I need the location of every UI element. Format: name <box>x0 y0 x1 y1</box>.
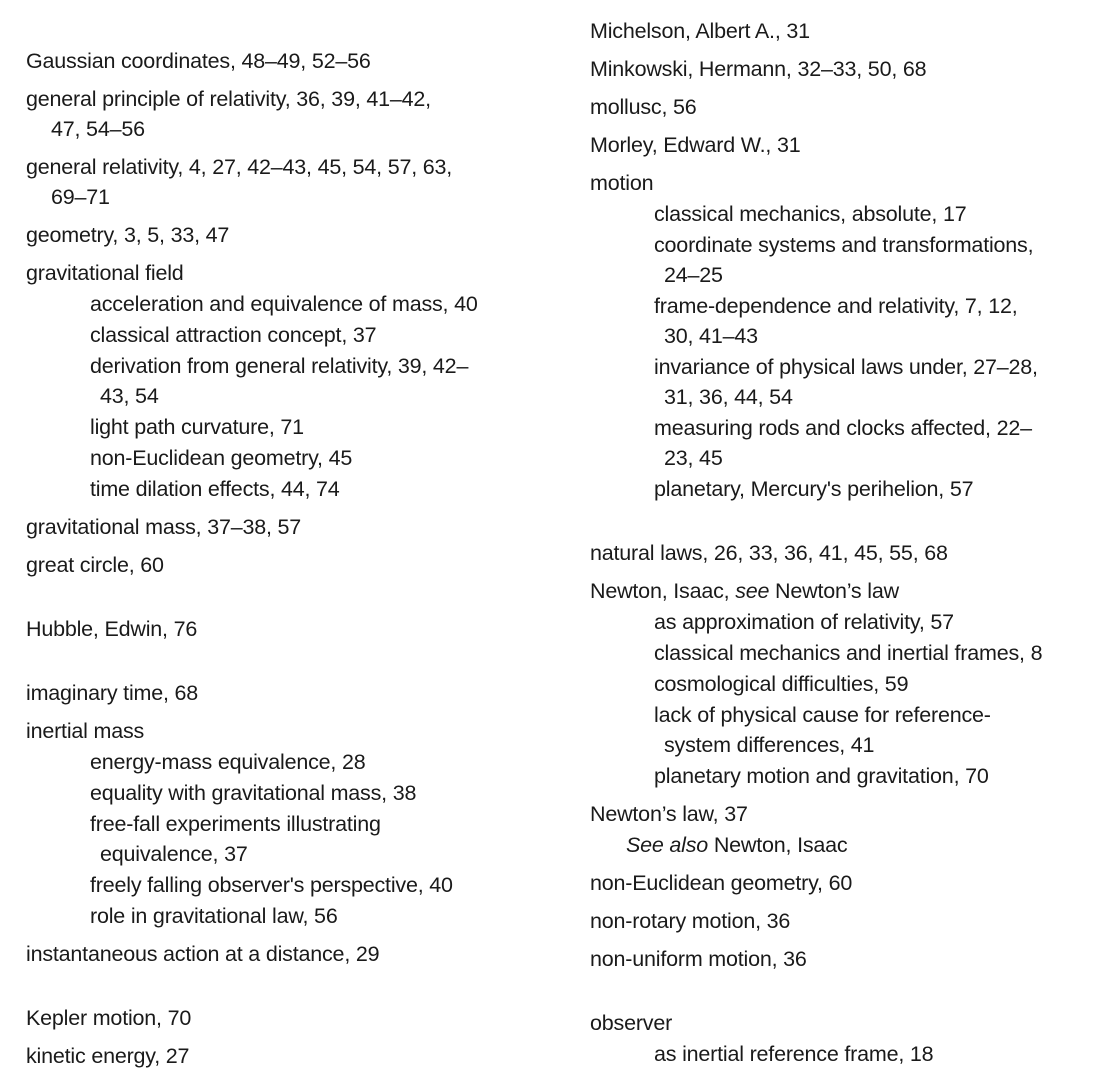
index-entry-line: gravitational mass, 37–38, 57 <box>26 515 302 539</box>
entry-text-segment: see <box>735 579 770 603</box>
index-entry-line: role in gravitational law, 56 <box>90 904 338 928</box>
index-entry-line: classical mechanics and inertial frames, 8 <box>654 641 1043 665</box>
index-entry-line: non-Euclidean geometry, 45 <box>90 446 353 470</box>
index-entry-line: freely falling observer's perspective, 40 <box>90 873 453 897</box>
index-entry-line: frame-dependence and relativity, 7, 12, <box>654 294 1018 318</box>
index-entry-line: great circle, 60 <box>26 553 164 577</box>
index-entry-line: general relativity, 4, 27, 42–43, 45, 54, 57, 63, <box>26 155 453 179</box>
index-entry-line: cosmological difficulties, 59 <box>654 672 909 696</box>
entry-text-segment: Newton’s law <box>769 579 899 603</box>
index-entry-line: equivalence, 37 <box>100 842 248 866</box>
index-entry-line: motion <box>590 171 654 195</box>
index-entry-line: lack of physical cause for reference- <box>654 703 991 727</box>
index-entry-line: geometry, 3, 5, 33, 47 <box>26 223 230 247</box>
index-entry-line: light path curvature, 71 <box>90 415 304 439</box>
index-entry-line: 47, 54–56 <box>51 117 145 141</box>
index-entry-line: Kepler motion, 70 <box>26 1006 192 1030</box>
index-entry-line: classical mechanics, absolute, 17 <box>654 202 967 226</box>
index-entry-line: classical attraction concept, 37 <box>90 323 377 347</box>
index-entry-line: non-Euclidean geometry, 60 <box>590 871 853 895</box>
index-entry-line: derivation from general relativity, 39, 42– <box>90 354 469 378</box>
index-entry-line: mollusc, 56 <box>590 95 697 119</box>
index-entry-line: as inertial reference frame, 18 <box>654 1042 934 1066</box>
index-entry-line: 23, 45 <box>664 446 723 470</box>
index-entry-line: gravitational field <box>26 261 184 285</box>
group-gap <box>590 504 1116 530</box>
index-entry-line: time dilation effects, 44, 74 <box>90 477 340 501</box>
index-entry-line: Minkowski, Hermann, 32–33, 50, 68 <box>590 57 927 81</box>
index-entry-line: 43, 54 <box>100 384 159 408</box>
index-entry-line: general principle of relativity, 36, 39, 41–42, <box>26 87 431 111</box>
index-entry-line: natural laws, 26, 33, 36, 41, 45, 55, 68 <box>590 541 948 565</box>
index-entry-line: instantaneous action at a distance, 29 <box>26 942 380 966</box>
index-entry-line: non-uniform motion, 36 <box>590 947 807 971</box>
index-entry-line: as approximation of relativity, 57 <box>654 610 954 634</box>
index-entry-line: 30, 41–43 <box>664 324 758 348</box>
index-entry-line: inertial mass <box>26 719 145 743</box>
group-gap <box>26 580 566 606</box>
index-entry-line: Gaussian coordinates, 48–49, 52–56 <box>26 49 371 73</box>
index-entry-line: energy-mass equivalence, 28 <box>90 750 366 774</box>
index-entry-line: planetary, Mercury's perihelion, 57 <box>654 477 974 501</box>
index-entry-line: non-rotary motion, 36 <box>590 909 791 933</box>
index-entry-line <box>590 830 1116 860</box>
index-entry-line: 24–25 <box>664 263 723 287</box>
index-entry-line: 31, 36, 44, 54 <box>664 385 793 409</box>
index-entry-line: free-fall experiments illustrating <box>90 812 381 836</box>
group-gap <box>26 969 566 995</box>
index-entry-line: equality with gravitational mass, 38 <box>90 781 417 805</box>
index-entry-line: Michelson, Albert A., 31 <box>590 19 810 43</box>
group-gap <box>590 974 1116 1000</box>
index-entry-line: kinetic energy, 27 <box>26 1044 190 1068</box>
index-entry-line: imaginary time, 68 <box>26 681 199 705</box>
index-entry-line: observer <box>590 1011 673 1035</box>
index-entry-line: Newton’s law, 37 <box>590 802 748 826</box>
index-entry-line: Morley, Edward W., 31 <box>590 133 801 157</box>
index-entry-line: system differences, 41 <box>664 733 875 757</box>
index-entry-line: planetary motion and gravitation, 70 <box>654 764 989 788</box>
index-entry-line: 69–71 <box>51 185 110 209</box>
index-entry-line: coordinate systems and transformations, <box>654 233 1034 257</box>
entry-text-segment: Newton, Isaac <box>708 833 848 857</box>
index-entry-line: invariance of physical laws under, 27–28, <box>654 355 1038 379</box>
index-entry-line: measuring rods and clocks affected, 22– <box>654 416 1032 440</box>
index-entry-line: Hubble, Edwin, 76 <box>26 617 198 641</box>
entry-text-segment: Newton, Isaac, <box>590 579 736 603</box>
index-entry-line <box>590 576 1116 606</box>
index-entry-line: acceleration and equivalence of mass, 40 <box>90 292 478 316</box>
group-gap <box>26 644 566 670</box>
index-column-right <box>590 16 1116 1069</box>
index-column-left <box>26 46 566 1071</box>
entry-text-segment: See also <box>626 833 709 857</box>
